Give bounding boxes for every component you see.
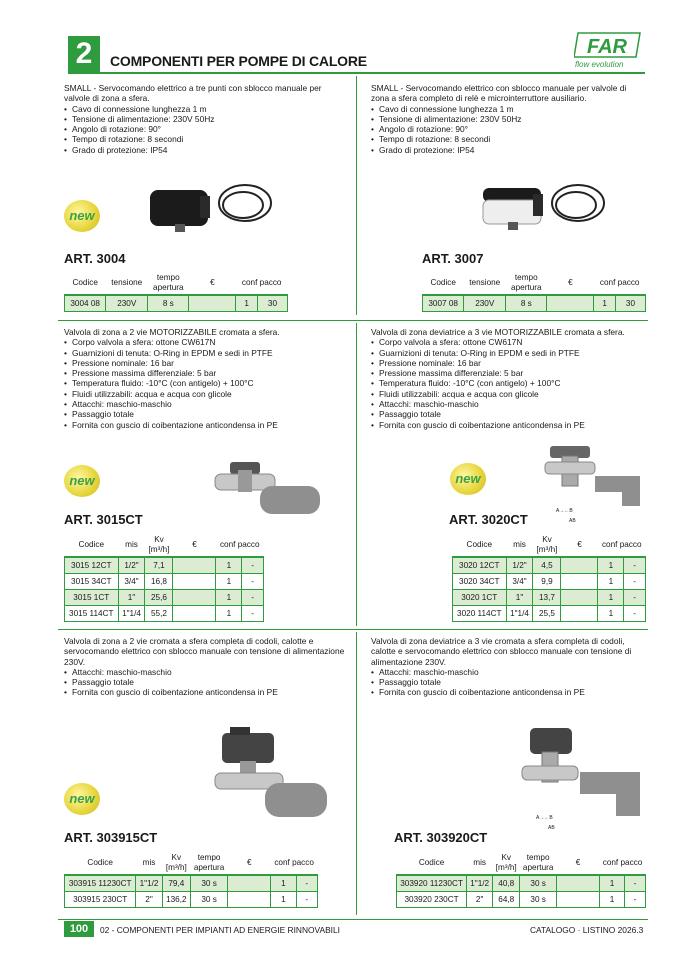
port-label-ab: AB <box>569 518 576 524</box>
new-badge: new <box>64 783 100 815</box>
col-header-tempo: tempo apertura <box>522 853 554 872</box>
col-header-codice: Codice <box>87 858 113 867</box>
bullet: • Passaggio totale <box>64 677 349 687</box>
port-label-a: A <box>556 508 560 514</box>
bullet: • Tensione di alimentazione: 230V 50Hz <box>371 114 646 124</box>
bullet: • Tempo di rotazione: 8 secondi <box>64 134 349 144</box>
port-label-a: A <box>536 815 540 821</box>
article-title-3004: ART. 3004 <box>64 251 126 266</box>
footer-divider <box>58 919 648 920</box>
col-header-conf: conf pacco <box>599 278 640 287</box>
col-header-euro: € <box>192 540 197 549</box>
logo-text: FAR <box>587 36 627 58</box>
col-header-mis: mis <box>473 858 487 867</box>
price-table-3020 <box>452 534 646 622</box>
col-header-tensione: tensione <box>469 278 501 287</box>
bullet: • Cavo di connessione lunghezza 1 m <box>371 104 646 114</box>
price-table-303920 <box>396 852 646 908</box>
product-description-3007 <box>371 83 646 155</box>
article-title-3007: ART. 3007 <box>422 251 484 266</box>
bullet: • Attacchi: maschio-maschio <box>64 667 349 677</box>
bullet: • Corpo valvola a sfera: ottone CW617N <box>64 337 349 347</box>
col-header-tempo: tempo apertura <box>193 853 225 872</box>
bullet: • Angolo di rotazione: 90° <box>64 124 349 134</box>
new-badge: new <box>64 465 100 497</box>
page-title: COMPONENTI PER POMPE DI CALORE <box>110 53 367 69</box>
bullet: • Attacchi: maschio-maschio <box>371 399 646 409</box>
bullet: • Grado di protezione: IP54 <box>371 145 646 155</box>
table-row: 3004 08 230V 8 s 1 30 <box>65 295 288 312</box>
col-header-mis: mis <box>142 858 156 867</box>
bullet: • Attacchi: maschio-maschio <box>371 667 646 677</box>
bullet: • Fornita con guscio di coibentazione anticondensa in PE <box>64 420 349 430</box>
col-header-codice: Codice <box>418 858 445 867</box>
bullet: • Corpo valvola a sfera: ottone CW617N <box>371 337 646 347</box>
col-header-euro: € <box>575 858 581 867</box>
col-header-conf: conf pacco <box>601 540 642 549</box>
table-row: 3007 08 230V 8 s 1 30 <box>423 295 646 312</box>
col-header-conf: conf pacco <box>602 858 643 867</box>
footer-section-title: 02 - COMPONENTI PER IMPIANTI AD ENERGIE RINNOVABILI <box>100 925 340 935</box>
table-row: 3015 114CT 1"1/4 55,2 1 - <box>65 606 264 622</box>
bullet: • Attacchi: maschio-maschio <box>64 399 349 409</box>
bullet: • Fornita con guscio di coibentazione anticondensa in PE <box>371 687 646 697</box>
col-header-tempo: tempo apertura <box>153 273 184 292</box>
bullet: • Passaggio totale <box>64 409 349 419</box>
bullet: • Grado di protezione: IP54 <box>64 145 349 155</box>
table-row: 303915 11230CT 1"1/2 79,4 30 s 1 - <box>65 875 318 892</box>
article-title-303915: ART. 303915CT <box>64 830 158 845</box>
page-number: 100 <box>64 921 94 937</box>
bullet: • Angolo di rotazione: 90° <box>371 124 646 134</box>
row-divider-2 <box>58 629 648 630</box>
bullet: • Passaggio totale <box>371 409 646 419</box>
col-header-euro: € <box>246 858 252 867</box>
col-header-mis: mis <box>125 540 138 549</box>
col-header-codice: Codice <box>78 540 105 549</box>
col-header-conf: conf pacco <box>241 278 282 287</box>
bullet: • Cavo di connessione lunghezza 1 m <box>64 104 349 114</box>
price-table-3015 <box>64 534 264 622</box>
valve-image-3020 <box>540 440 645 510</box>
col-header-kv: Kv [m³/h] <box>165 853 187 872</box>
col-header-conf: conf pacco <box>274 858 314 867</box>
valve-actuator-image-303915 <box>210 725 330 825</box>
table-row: 303920 230CT 2" 64,8 30 s 1 - <box>397 892 646 908</box>
col-header-tempo: tempo apertura <box>511 273 542 292</box>
bullet: • Pressione massima differenziale: 5 bar <box>64 368 349 378</box>
column-divider-3 <box>356 632 357 915</box>
port-label-ab: AB <box>548 825 555 831</box>
article-title-3020: ART. 3020CT <box>449 512 528 527</box>
price-table-3004 <box>64 272 288 312</box>
bullet: • Temperatura fluido: -10°C (con antigelo) + 100°C <box>371 378 646 388</box>
product-description-303920 <box>371 636 646 698</box>
product-description-303915 <box>64 636 349 698</box>
logo-tagline: flow evolution <box>575 60 624 69</box>
bullet: • Fluidi utilizzabili: acqua e acqua con glicole <box>64 389 349 399</box>
article-title-3015: ART. 3015CT <box>64 512 143 527</box>
col-header-euro: € <box>568 278 573 287</box>
bullet: • Fornita con guscio di coibentazione anticondensa in PE <box>64 687 349 697</box>
table-row: 303920 11230CT 1"1/2 40,8 30 s 1 - <box>397 875 646 892</box>
table-row: 3015 34CT 3/4" 16,8 1 - <box>65 574 264 590</box>
actuator-image-3004 <box>145 178 275 238</box>
col-header-codice: Codice <box>466 540 493 549</box>
table-row: 303915 230CT 2" 136,2 30 s 1 - <box>65 892 318 908</box>
table-row: 3020 1CT 1" 13,7 1 - <box>453 590 646 606</box>
valve-actuator-image-303920 <box>518 722 646 822</box>
col-header-kv: Kv [m³/h] <box>495 853 517 872</box>
table-row: 3020 12CT 1/2" 4,5 1 - <box>453 557 646 574</box>
bullet: • Guarnizioni di tenuta: O-Ring in EPDM e sedi in PTFE <box>64 348 349 358</box>
actuator-image-3007 <box>478 178 608 238</box>
port-label-b: B <box>569 508 573 514</box>
bullet: • Tempo di rotazione: 8 secondi <box>371 134 646 144</box>
bullet: • Fluidi utilizzabili: acqua e acqua con glicole <box>371 389 646 399</box>
description-intro: Valvola di zona deviatrice a 3 vie MOTORIZZABILE cromata a sfera. <box>371 327 625 337</box>
description-intro: Valvola di zona a 2 vie cromata a sfera completa di codoli, calotte e servocomando elettrico con sblocco manuale con tensione di alimentazione 230V. <box>64 636 345 667</box>
bullet: • Pressione massima differenziale: 5 bar <box>371 368 646 378</box>
price-table-3007 <box>422 272 646 312</box>
description-intro: Valvola di zona a 2 vie MOTORIZZABILE cromata a sfera. <box>64 327 280 337</box>
bullet: • Fornita con guscio di coibentazione anticondensa in PE <box>371 420 646 430</box>
section-number: 2 <box>68 36 100 72</box>
description-intro: SMALL - Servocomando elettrico con sblocco manuale per valvole di zona a sfera completo di relè e microinterruttore ausiliario. <box>371 83 627 104</box>
header-divider <box>68 72 645 74</box>
bullet: • Pressione nominale: 16 bar <box>371 358 646 368</box>
new-badge: new <box>64 200 100 232</box>
valve-image-3015 <box>210 458 325 518</box>
product-description-3004 <box>64 83 349 155</box>
bullet: • Tensione di alimentazione: 230V 50Hz <box>64 114 349 124</box>
col-header-kv: Kv [m³/h] <box>148 535 170 554</box>
table-row: 3015 12CT 1/2" 7,1 1 - <box>65 557 264 574</box>
col-header-tensione: tensione <box>111 278 143 287</box>
col-header-codice: Codice <box>430 278 456 287</box>
table-row: 3015 1CT 1" 25,6 1 - <box>65 590 264 606</box>
product-description-3015 <box>64 327 349 430</box>
article-title-303920: ART. 303920CT <box>394 830 488 845</box>
footer-catalog-title: CATALOGO · LISTINO 2026.3 <box>530 925 644 935</box>
col-header-euro: € <box>577 540 582 549</box>
price-table-303915 <box>64 852 318 908</box>
col-header-conf: conf pacco <box>219 540 260 549</box>
row-divider-1 <box>58 320 648 321</box>
port-label-b: B <box>549 815 553 821</box>
new-badge: new <box>450 463 486 495</box>
col-header-euro: € <box>210 278 215 287</box>
col-header-codice: Codice <box>72 278 98 287</box>
bullet: • Temperatura fluido: -10°C (con antigelo) + 100°C <box>64 378 349 388</box>
bullet: • Passaggio totale <box>371 677 646 687</box>
description-intro: Valvola di zona deviatrice a 3 vie cromata a sfera completa di codoli, calotte e servocomando elettrico con sblocco manuale con tensione di alimentazione 230V. <box>371 636 632 667</box>
table-row: 3020 114CT 1"1/4 25,5 1 - <box>453 606 646 622</box>
table-row: 3020 34CT 3/4" 9,9 1 - <box>453 574 646 590</box>
product-description-3020 <box>371 327 646 430</box>
column-divider-1 <box>356 76 357 315</box>
flow-diagram-303920: A→←B <box>536 815 553 821</box>
col-header-mis: mis <box>513 540 526 549</box>
column-divider-2 <box>356 323 357 626</box>
bullet: • Guarnizioni di tenuta: O-Ring in EPDM e sedi in PTFE <box>371 348 646 358</box>
description-intro: SMALL - Servocomando elettrico a tre punti con sblocco manuale per valvole di zona a sfera. <box>64 83 322 104</box>
flow-diagram-3020: A→←B <box>556 508 573 514</box>
col-header-kv: Kv [m³/h] <box>536 535 558 554</box>
bullet: • Pressione nominale: 16 bar <box>64 358 349 368</box>
